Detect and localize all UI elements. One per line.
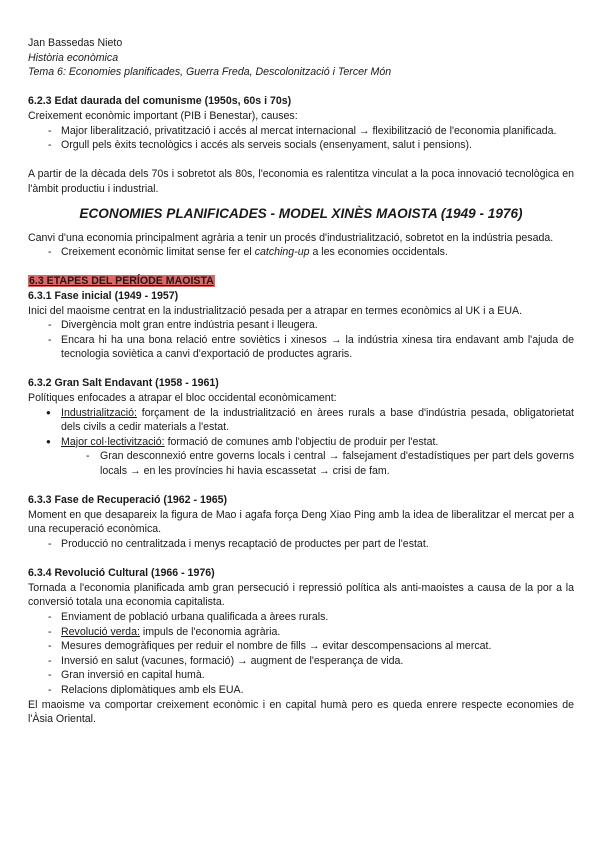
section-heading-6-3 <box>28 274 574 289</box>
list-item: - Major liberalització, privatització i accés al mercat internacional → flexibilització de l'economia planificada. <box>28 124 574 139</box>
section-heading-6-3-4: 6.3.4 Revolució Cultural (1966 - 1976) <box>28 567 215 580</box>
list-6-3-4 <box>28 610 574 698</box>
list-item <box>28 406 574 435</box>
list-item-text: Creixement econòmic limitat sense fer el <box>61 246 255 259</box>
catching-up-term: catching-up <box>254 246 310 259</box>
list-item: - Gran inversió en capital humà. <box>28 668 574 683</box>
section-intro-6-3-1: Inici del maoisme centrat en la industrialització pesada per a atrapar en termes econòmics al UK i a EUA. <box>28 304 523 317</box>
course-name: Història econòmica <box>28 51 119 64</box>
list-item-text: a les economies occidentals. <box>309 246 448 259</box>
document-page <box>28 36 574 727</box>
section-heading-6-3-3: 6.3.3 Fase de Recuperació (1962 - 1965) <box>28 494 228 507</box>
list-item: - Encara hi ha una bona relació entre soviètics i xinesos → la indústria xinesa tira endavant amb l'ajuda de tecnologia soviètica a canvi d'exportació de productes agraris. <box>28 333 574 362</box>
list-item: - Gran desconnexió entre governs locals i central → falsejament d'estadístiques per part dels governs locals → en les províncies hi havia escassetat → crisi de fam. <box>28 449 574 478</box>
term: Revolució verda: <box>61 625 140 638</box>
list-item: - Mesures demogràfiques per reduir el nombre de fills → evitar descompensacions al mercat. <box>28 639 574 654</box>
list-item: - Relacions diplomàtiques amb els EUA. <box>28 683 574 698</box>
bullet-list-6-3-2 <box>28 406 574 450</box>
section-intro-6-3-2: Polítiques enfocades a atrapar el bloc occidental econòmicament: <box>28 392 337 405</box>
term: Major col·lectivització: <box>61 435 165 448</box>
term: Industrialització: <box>61 406 137 419</box>
list-6-3-3 <box>28 537 574 552</box>
section-intro-6-3-4: Tornada a l'economia planificada amb gran persecució i repressió política als anti-maoistes a causa de la por a la conversió totala una economia capitalista. <box>28 581 574 609</box>
section-heading-6-2-3: 6.2.3 Edat daurada del comunisme (1950s, 60s i 70s) <box>28 95 292 108</box>
list-item-text: formació de comunes amb l'objectiu de produir per l'estat. <box>164 435 439 448</box>
section-intro-6-3-3: Moment en que desapareix la figura de Mao i agafa força Deng Xiao Ping amb la idea de liberalitzar el mercat per a una recuperació econòmica. <box>28 508 574 536</box>
list-item <box>28 435 574 450</box>
list-6-2-3 <box>28 124 574 153</box>
main-title: ECONOMIES PLANIFICADES - MODEL XINÈS MAOISTA (1949 - 1976) <box>79 205 523 221</box>
list-item <box>28 245 574 260</box>
topic-title: Tema 6: Economies planificades, Guerra Freda, Descolonització i Tercer Món <box>28 66 392 79</box>
list-item: - Enviament de població urbana qualificada a àrees rurals. <box>28 610 574 625</box>
section-intro-6-2-3: Creixement econòmic important (PIB i Benestar), causes: <box>28 109 298 122</box>
list-item-text: impuls de l'economia agrària. <box>139 625 281 638</box>
list-item: - Divergència molt gran entre indústria pesant i lleugera. <box>28 318 574 333</box>
intro-list <box>28 245 574 260</box>
section-heading-6-3-1: 6.3.1 Fase inicial (1949 - 1957) <box>28 289 179 302</box>
sub-list-6-3-2 <box>28 449 574 478</box>
list-6-3-1 <box>28 318 574 362</box>
list-item: - Inversió en salut (vacunes, formació) → augment de l'esperança de vida. <box>28 654 574 669</box>
list-item <box>28 625 574 640</box>
highlighted-heading: 6.3 ETAPES DEL PERÍODE MAOISTA <box>29 275 214 288</box>
list-item: - Producció no centralitzada i menys recaptació de productes per part de l'estat. <box>28 537 574 552</box>
intro-paragraph: Canvi d'una economia principalment agrària a tenir un procés d'industrialització, sobretot en la indústria pesada. <box>28 231 554 244</box>
author-name: Jan Bassedas Nieto <box>28 37 123 49</box>
list-item-text: forçament de la industrialització en àrees rurals a base d'indústria pesada, obligatorietat dels civils a cedir materials a l'estat. <box>61 406 574 434</box>
list-item: - Orgull pels èxits tecnològics i accés als serveis socials (ensenyament, salut i pensions). <box>28 138 574 153</box>
paragraph-6-2-3: A partir de la dècada dels 70s i sobretot als 80s, l'economia es ralentitza vinculat a la poca innovació tecnològica en l'àmbit productiu i industrial. <box>28 168 574 195</box>
section-heading-6-3-2: 6.3.2 Gran Salt Endavant (1958 - 1961) <box>28 377 219 390</box>
closing-paragraph: El maoisme va comportar creixement econòmic i en capital humà pero es queda enrere respecte economies de l'Àsia Oriental. <box>28 698 574 726</box>
